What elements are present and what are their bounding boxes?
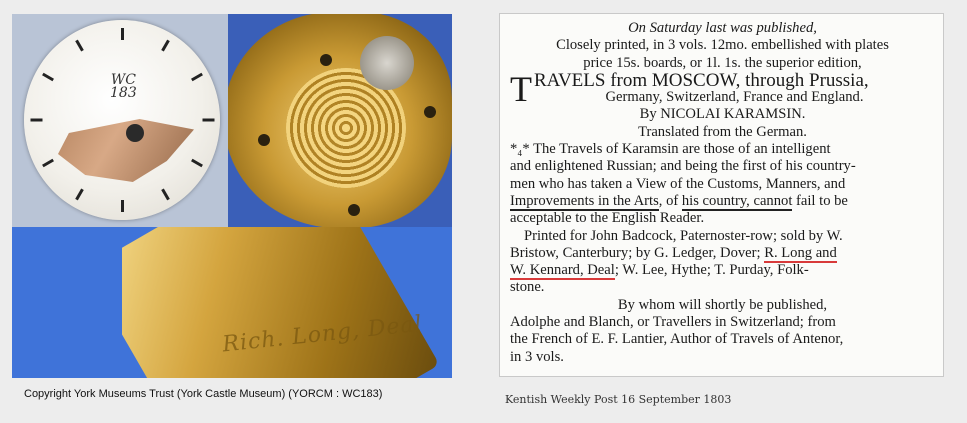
newspaper-clipping — [499, 13, 944, 377]
clip-line: Germany, Switzerland, France and England. — [605, 89, 864, 106]
clip-line: On Saturday last was published, — [628, 20, 817, 36]
underlined-highlight: W. Kennard, Deal — [510, 262, 615, 279]
clip-line: Adolphe and Blanch, or Travellers in Switzerland; from — [510, 314, 836, 331]
clip-title-line: TRAVELS from MOSCOW, through Prussia, — [510, 68, 869, 109]
clip-line: Closely printed, in 3 vols. 12mo. embellished with plates — [556, 37, 889, 54]
dial-hub — [126, 124, 144, 142]
regulator-dial — [360, 36, 414, 90]
clip-line: Improvements in the Arts, of his country, cannot fail to be — [510, 192, 848, 209]
dial-inscription: WC 183 — [110, 72, 137, 101]
watch-movement-photo — [228, 14, 452, 227]
signature-engraving: Rich. Long, Deal — [221, 311, 424, 358]
clip-line: in 3 vols. — [510, 348, 564, 365]
clip-line: men who has taken a View of the Customs, Manners, and — [510, 175, 846, 192]
photo-collage — [12, 14, 452, 378]
clip-line: and enlightened Russian; and being the first of his country- — [510, 158, 856, 175]
clip-line: By NICOLAI KARAMSIN. — [639, 106, 806, 123]
watch-dial — [24, 20, 220, 220]
dial-repair-patch — [58, 112, 194, 182]
clip-line: W. Kennard, Deal; W. Lee, Hythe; T. Purday, Folk- — [510, 262, 809, 279]
clip-line: acceptable to the English Reader. — [510, 210, 705, 227]
drop-cap: T — [510, 68, 532, 109]
clip-line: *₄* The Travels of Karamsin are those of an intelligent — [510, 141, 831, 158]
underlined-highlight: R. Long and — [764, 244, 837, 261]
clip-line: By whom will shortly be published, — [617, 296, 828, 313]
engraved-signature-photo — [122, 227, 452, 378]
clip-line: the French of E. F. Lantier, Author of Travels of Antenor, — [510, 331, 844, 348]
watch-dial-photo — [12, 14, 229, 227]
clip-line: Translated from the German. — [638, 123, 807, 140]
clip-line: price 15s. boards, or 1l. 1s. the superior edition, — [583, 54, 862, 71]
clip-line: Printed for John Badcock, Paternoster-row; sold by W. — [524, 227, 843, 244]
clipping-caption: Kentish Weekly Post 16 September 1803 — [505, 393, 732, 406]
clip-line: Bristow, Canterbury; by G. Ledger, Dover; R. Long and — [510, 244, 837, 261]
clip-line: stone. — [510, 279, 545, 296]
photo-caption: Copyright York Museums Trust (York Castle Museum) (YORCM : WC183) — [24, 388, 383, 400]
